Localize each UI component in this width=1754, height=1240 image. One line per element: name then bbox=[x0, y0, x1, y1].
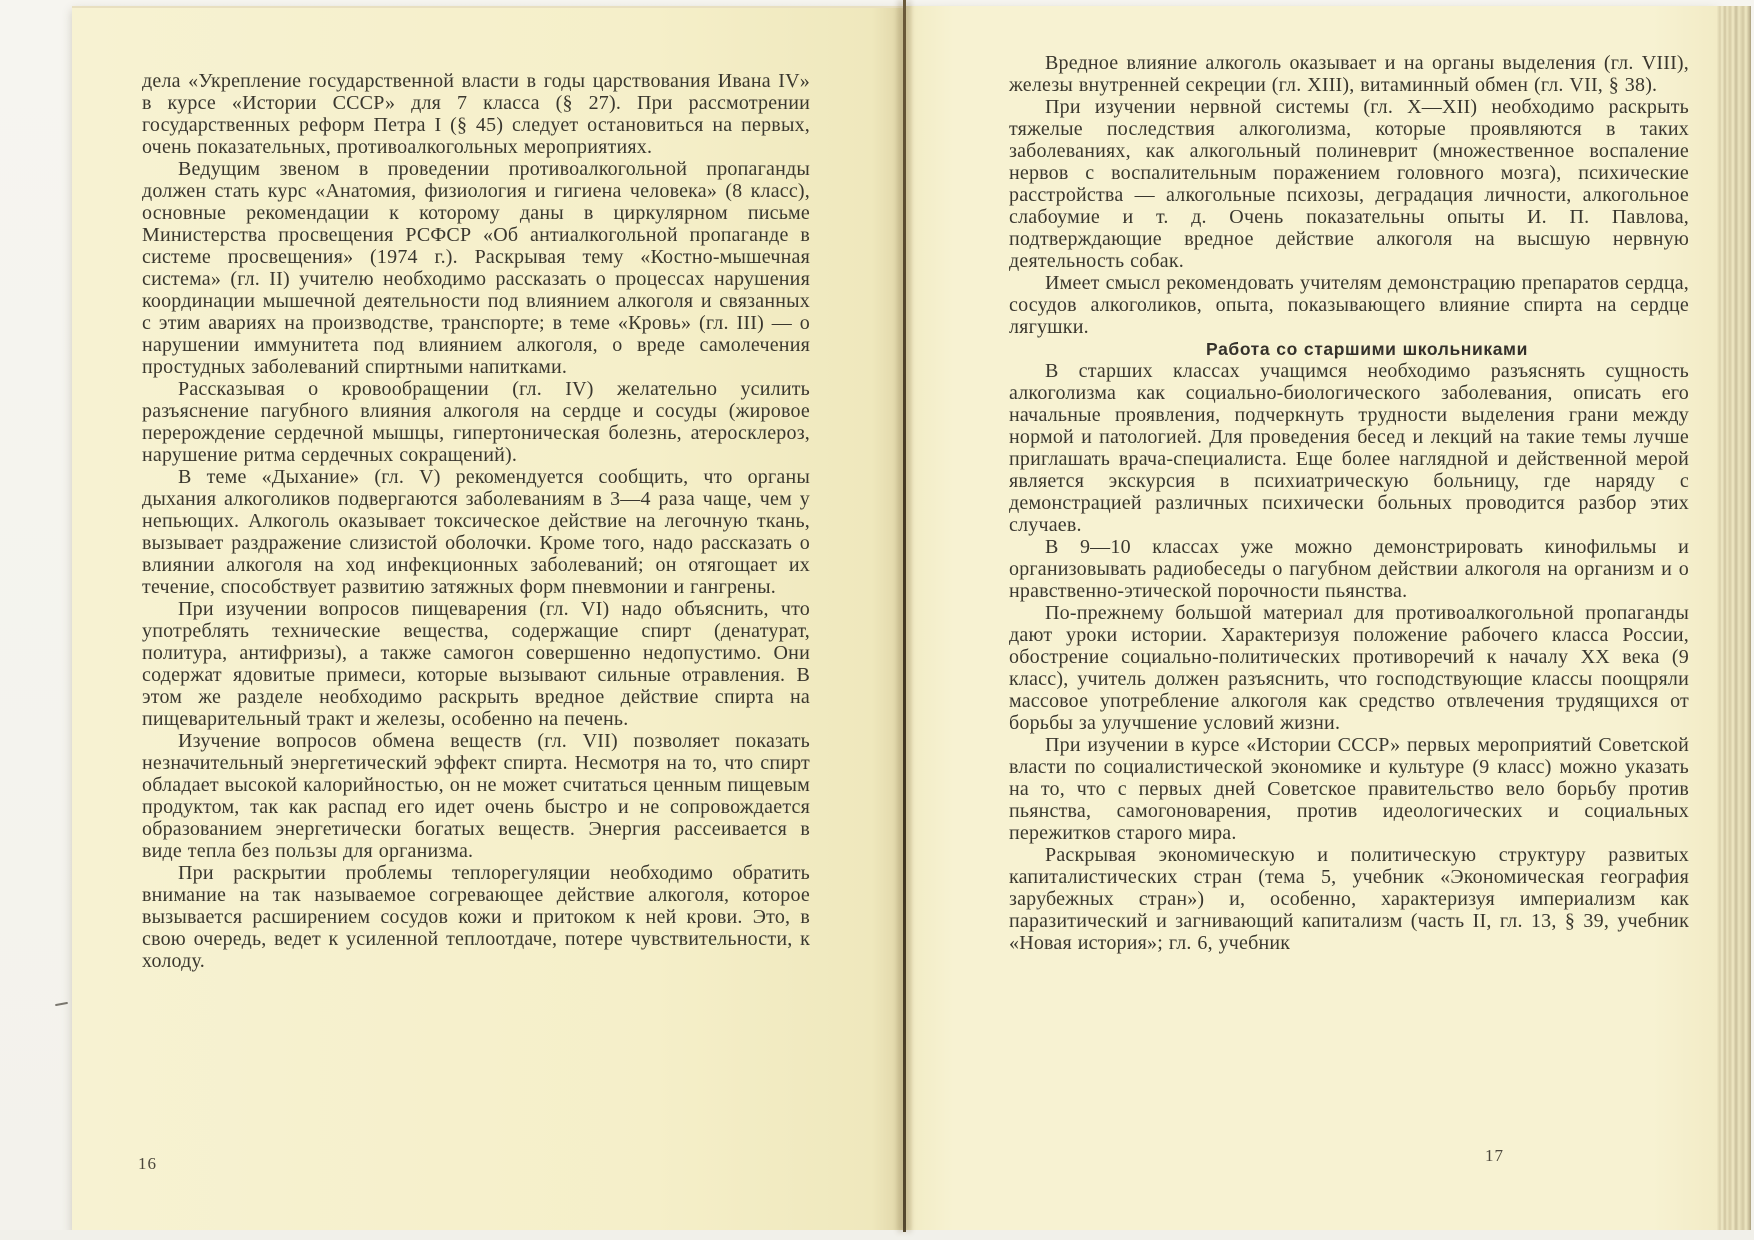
stacked-page-edges bbox=[1717, 6, 1751, 1230]
paragraph: В теме «Дыхание» (гл. V) рекомендуется сообщить, что органы дыхания алкоголиков подвергаются заболеваниям в 3—4 раза чаще, чем у непьющих. Алкоголь оказывает токсическое действие на легочную ткань, вызывает раздражение слизистой оболочки. Кроме того, надо рассказать о влиянии алкоголя на ход инфекционных заболеваний; он отягощает их течение, способствует развитию затяжных форм пневмонии и гангрены. bbox=[142, 466, 810, 598]
paragraph: В старших классах учащимся необходимо разъяснять сущность алкоголизма как социально-биологического заболевания, описать его начальные проявления, подчеркнуть трудности выделения грани между нормой и патологией. Для проведения бесед и лекций на такие темы лучше приглашать врача-специалиста. Еще более наглядной и действенной мерой является экскурсия в психиатрическую больницу, где наряду с демонстрацией различных психически больных проводится разбор этих случаев. bbox=[1009, 360, 1689, 536]
right-page-text-column bbox=[1009, 52, 1689, 954]
page-number-right: 17 bbox=[1485, 1146, 1504, 1165]
paragraph: При изучении в курсе «Истории СССР» первых мероприятий Советской власти по социалистической экономике и культуре (9 класс) можно указать на то, что с первых дней Советское правительство вело борьбу против пьянства, самогоноварения, против идеологических и социальных пережитков старого мира. bbox=[1009, 734, 1689, 844]
section-heading: Работа со старшими школьниками bbox=[1206, 339, 1528, 359]
paragraph: По-прежнему большой материал для противоалкогольной пропаганды дают уроки истории. Характеризуя положение рабочего класса России, обострение социально-политических противоречий к началу XX века (9 класс), учитель должен разъяснить, что господствующие классы поощряли массовое употребление алкоголя как средство отвлечения трудящихся от борьбы за улучшение условий жизни. bbox=[1009, 602, 1689, 734]
paragraph: Имеет смысл рекомендовать учителям демонстрацию препаратов сердца, сосудов алкоголиков, опыта, показывающего влияние спирта на сердце лягушки. bbox=[1009, 272, 1689, 338]
book-gutter bbox=[903, 0, 906, 1232]
right-page bbox=[905, 6, 1717, 1230]
left-page bbox=[72, 6, 905, 1232]
paragraph: В 9—10 классах уже можно демонстрировать кинофильмы и организовывать радиобеседы о пагубном действии алкоголя на организм и о нравственно-этической порочности пьянства. bbox=[1009, 536, 1689, 602]
paragraph: Вредное влияние алкоголь оказывает и на органы выделения (гл. VIII), железы внутренней секреции (гл. XIII), витаминный обмен (гл. VII, § 38). bbox=[1009, 52, 1689, 96]
paragraph: Раскрывая экономическую и политическую структуру развитых капиталистических стран (тема 5, учебник «Экономическая география зарубежных стран») и, особенно, характеризуя империализм как паразитический и загнивающий капитализм (часть II, гл. 13, § 39, учебник «Новая история»; гл. 6, учебник bbox=[1009, 844, 1689, 954]
paragraph: При раскрытии проблемы теплорегуляции необходимо обратить внимание на так называемое согревающее действие алкоголя, которое вызывается расширением сосудов кожи и притоком к ней крови. Это, в свою очередь, ведет к усиленной теплоотдаче, потере чувствительности, к холоду. bbox=[142, 862, 810, 972]
page-number-left: 16 bbox=[138, 1154, 157, 1173]
paragraph: При изучении нервной системы (гл. X—XII) необходимо раскрыть тяжелые последствия алкоголизма, которые проявляются в таких заболеваниях, как алкогольный полиневрит (множественное воспаление нервов с воспалительным поражением головного мозга), психические расстройства — алкогольные психозы, деградация личности, алкогольное слабоумие и т. д. Очень показательны опыты И. П. Павлова, подтверждающие вредное действие алкоголя на высшую нервную деятельность собак. bbox=[1009, 96, 1689, 272]
paragraph: При изучении вопросов пищеварения (гл. VI) надо объяснить, что употреблять технические вещества, содержащие спирт (денатурат, политура, антифризы), а также самогон совершенно недопустимо. Они содержат ядовитые примеси, которые вызывают сильные отравления. В этом же разделе необходимо раскрыть вредное действие спирта на пищеварительный тракт и железы, особенно на печень. bbox=[142, 598, 810, 730]
paragraph: Ведущим звеном в проведении противоалкогольной пропаганды должен стать курс «Анатомия, физиология и гигиена человека» (8 класс), основные рекомендации к которому даны в циркулярном письме Министерства просвещения РСФСР «Об антиалкогольной пропаганде в системе просвещения» (1974 г.). Раскрывая тему «Костно-мышечная система» (гл. II) учителю необходимо рассказать о процессах нарушения координации мышечной деятельности под влиянием алкоголя и связанных с этим авариях на производстве, транспорте; в теме «Кровь» (гл. III) — о нарушении иммунитета под влиянием алкоголя, о вреде самолечения простудных заболеваний спиртными напитками. bbox=[142, 158, 810, 378]
left-page-text-column bbox=[142, 70, 810, 972]
paragraph: Изучение вопросов обмена веществ (гл. VII) позволяет показать незначительный энергетический эффект спирта. Несмотря на то, что спирт обладает высокой калорийностью, он не может считаться ценным пищевым продуктом, так как распад его идет очень быстро и не сопровождается образованием энергетически богатых веществ. Энергия рассеивается в виде тепла без пользы для организма. bbox=[142, 730, 810, 862]
pencil-mark bbox=[55, 1002, 68, 1006]
paragraph: Рассказывая о кровообращении (гл. IV) желательно усилить разъяснение пагубного влияния алкоголя на сердце и сосуды (жировое перерождение сердечной мышцы, гипертоническая болезнь, атеросклероз, нарушение ритма сердечных сокращений). bbox=[142, 378, 810, 466]
scanner-bed bbox=[0, 1230, 1754, 1240]
paragraph: дела «Укрепление государственной власти в годы царствования Ивана IV» в курсе «Истории СССР» для 7 класса (§ 27). При рассмотрении государственных реформ Петра I (§ 45) следует остановиться на первых, очень показательных, противоалкогольных мероприятиях. bbox=[142, 70, 810, 158]
